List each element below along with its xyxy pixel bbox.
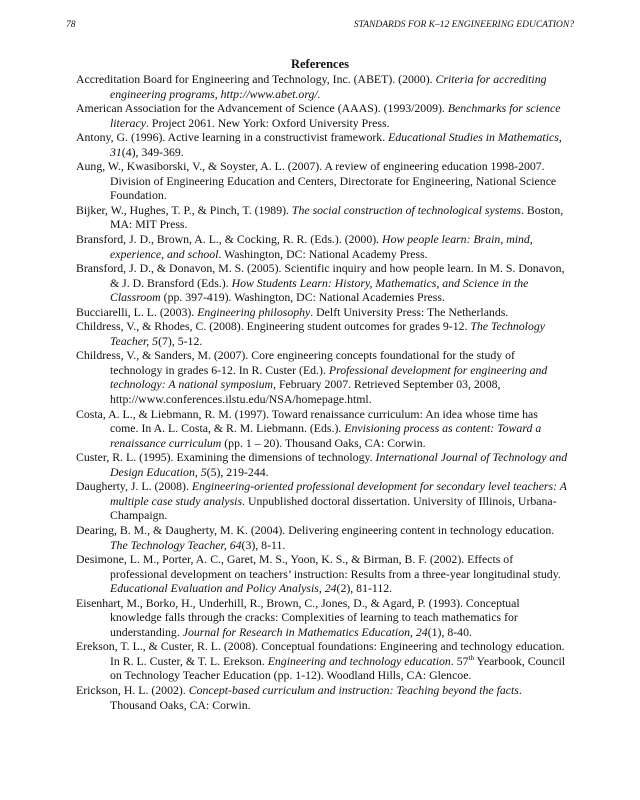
- reference-text: Childress, V., & Rhodes, C. (2008). Engineering student outcomes for grades 9-12.: [76, 319, 471, 334]
- reference-entry: [76, 159, 568, 203]
- reference-italic-text: How people learn: Brain, mind, experience, and school: [110, 232, 533, 261]
- reference-text: Erickson, H. L. (2002).: [76, 682, 189, 697]
- reference-entry: [76, 305, 568, 320]
- reference-italic-text: Envisioning process as content: Toward a renaissance curriculum: [110, 421, 542, 450]
- reference-entry: [76, 552, 568, 596]
- reference-text: Childress, V., & Sanders, M. (2007). Core engineering concepts foundational for the study of technology in grades 6-12. In R. Custer (Ed.).: [76, 348, 515, 377]
- reference-italic-text: The Technology Teacher, 5: [110, 319, 545, 348]
- reference-text: Yearbook, Council on Technology Teacher Education (pp. 1-12). Woodland Hills, CA: Glencoe.: [110, 653, 566, 683]
- reference-italic-text: How Students Learn: History, Mathematics, and Science in the Classroom: [110, 275, 529, 305]
- reference-text: Costa, A. L., & Liebmann, R. M. (1997). Toward renaissance curriculum: An idea whose time has come. In A. L. Costa, & R. M. Liebmann. (Eds.).: [76, 406, 538, 436]
- reference-text: American Association for the Advancement of Science (AAAS). (1993/2009).: [76, 101, 448, 116]
- reference-text: Bransford, J. D., Brown, A. L., & Cocking, R. R. (Eds.). (2000).: [76, 232, 383, 247]
- reference-text: Eisenhart, M., Borko, H., Underhill, R., Brown, C., Jones, D., & Agard, P. (1993). Conceptual knowledge falls through the cracks: Complexities of learning to teach mathematics for understanding.: [76, 595, 520, 639]
- reference-italic-text: The Technology Teacher, 64: [110, 537, 242, 552]
- reference-text: (pp. 397-419). Washington, DC: National Academies Press.: [160, 290, 445, 305]
- reference-text: . Project 2061. New York: Oxford University Press.: [146, 115, 390, 130]
- reference-text: (7), 5-12.: [158, 333, 203, 348]
- reference-text: Dearing, B. M., & Daugherty, M. K. (2004). Delivering engineering content in technology education.: [76, 522, 555, 537]
- reference-italic-text: Journal for Research in Mathematics Education, 24: [182, 624, 428, 639]
- reference-italic-text: Engineering-oriented professional development for secondary level teachers: A multiple case study analysis: [110, 479, 567, 508]
- reference-text: . Washington, DC: National Academy Press.: [218, 246, 428, 261]
- reference-text: Bucciarelli, L. L. (2003).: [76, 304, 198, 319]
- reference-text: . Unpublished doctoral dissertation. University of Illinois, Urbana-Champaign.: [110, 493, 557, 523]
- reference-italic-text: Concept-based curriculum and instruction: Teaching beyond the facts: [188, 682, 519, 697]
- reference-text: Erekson, T. L., & Custer, R. L. (2008). Conceptual foundations: Engineering and technology education. In R. L. Custer, & T. L. Erekson.: [76, 639, 565, 668]
- reference-text: Aung, W., Kwasiborski, V., & Soyster, A. L. (2007). A review of engineering education 1998-2007. Division of Engineering Education and Centers, Directorate for Engineering, National Science Foundation.: [76, 159, 557, 203]
- running-title: STANDARDS FOR K–12 ENGINEERING EDUCATION?: [353, 20, 574, 30]
- reference-entry: [76, 407, 568, 451]
- reference-italic-text: Engineering philosophy: [197, 304, 311, 319]
- reference-italic-text: Engineering and technology education: [267, 653, 451, 668]
- reference-entry: [76, 130, 568, 159]
- reference-entry: [76, 261, 568, 305]
- reference-text: Antony, G. (1996). Active learning in a constructivist framework.: [76, 130, 389, 145]
- reference-text: Accreditation Board for Engineering and Technology, Inc. (ABET). (2000).: [76, 72, 436, 86]
- reference-entry: [76, 450, 568, 479]
- reference-italic-text: Professional development for engineering and technology: A national symposium: [110, 362, 548, 392]
- reference-italic-text: Educational Studies in Mathematics, 31: [110, 130, 562, 159]
- reference-text: , February 2007. Retrieved September 03, 2008, http://www.conferences.ilstu.edu/NSA/homepage.html.: [110, 377, 501, 407]
- reference-text: Daugherty, J. L. (2008).: [76, 479, 192, 494]
- reference-entry: [76, 232, 568, 261]
- reference-text: Bransford, J. D., & Donavon, M. S. (2005). Scientific inquiry and how people learn. In M. S. Donavon, & J. D. Bransford (Eds.).: [76, 261, 565, 290]
- page-number: 78: [66, 20, 76, 30]
- reference-text: Custer, R. L. (1995). Examining the dimensions of technology.: [76, 450, 376, 465]
- reference-italic-text: Benchmarks for science literacy: [110, 101, 561, 130]
- reference-entry: [76, 596, 568, 640]
- reference-entry: [76, 683, 568, 712]
- reference-text: . 57: [450, 653, 469, 668]
- page-header: [66, 20, 574, 34]
- reference-text: th: [468, 653, 474, 662]
- section-title: References: [290, 57, 350, 71]
- reference-entry: [76, 319, 568, 348]
- reference-text: . Delft University Press: The Netherlands.: [310, 304, 509, 319]
- reference-text: . Boston, MA: MIT Press.: [110, 202, 564, 232]
- reference-entry: [76, 479, 568, 523]
- reference-text: (2), 81-112.: [336, 581, 393, 596]
- reference-text: Desimone, L. M., Porter, A. C., Garet, M. S., Yoon, K. S., & Birman, B. F. (2002). Effects of professional development on teachers’ instruction: Results from a three-year longitudinal study.: [76, 552, 561, 581]
- reference-text: (3), 8-11.: [241, 537, 286, 552]
- reference-text: (1), 8-40.: [427, 624, 472, 639]
- reference-entry: [76, 72, 568, 101]
- reference-italic-text: The social construction of technological systems: [291, 202, 521, 217]
- reference-entry: [76, 523, 568, 552]
- reference-italic-text: Educational Evaluation and Policy Analysis, 24: [110, 581, 337, 596]
- reference-italic-text: International Journal of Technology and Design Education, 5: [110, 450, 568, 479]
- reference-text: (pp. 1 – 20). Thousand Oaks, CA: Corwin.: [221, 435, 426, 450]
- reference-text: . Thousand Oaks, CA: Corwin.: [110, 682, 522, 712]
- reference-entry: [76, 101, 568, 130]
- reference-text: (4), 349-369.: [121, 144, 184, 159]
- reference-entry: [76, 348, 568, 406]
- reference-italic-text: Criteria for accrediting engineering programs, http://www.abet.org/.: [110, 72, 547, 101]
- reference-text: (5), 219-244.: [206, 464, 269, 479]
- reference-entry: [76, 203, 568, 232]
- reference-list: [76, 72, 568, 712]
- reference-entry: [76, 639, 568, 683]
- reference-text: Bijker, W., Hughes, T. P., & Pinch, T. (1989).: [76, 202, 292, 217]
